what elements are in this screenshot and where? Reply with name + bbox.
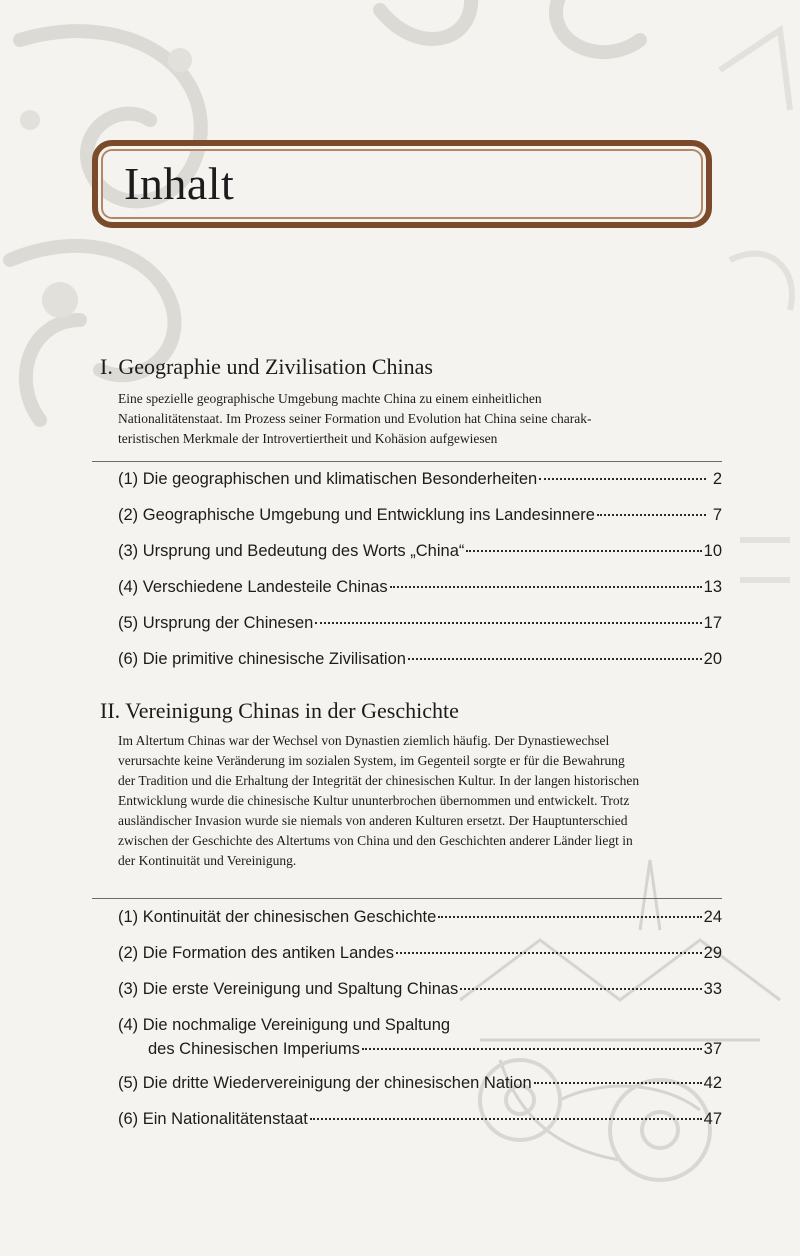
toc-entry[interactable] (118, 980, 722, 1010)
toc-page-number: 37 (703, 1040, 722, 1058)
section-description (118, 731, 718, 871)
toc-entry[interactable] (118, 944, 722, 974)
leader-dots (396, 951, 702, 954)
section-heading: I. Geographie und Zivilisation Chinas (100, 354, 433, 379)
section-description (118, 389, 718, 449)
leader-dots (408, 657, 702, 660)
description-line: Nationalitätenstaat. Im Prozess seiner Formation und Evolution hat China seine charak- (118, 411, 592, 426)
toc-entry[interactable] (118, 470, 722, 500)
toc-entry-label: (5) Die dritte Wiedervereinigung der chinesischen Nation (118, 1074, 532, 1092)
toc-entry[interactable] (118, 578, 722, 608)
description-line: verursachte keine Veränderung im sozialen System, im Gegenteil sorgte er für die Bewahrung (118, 753, 625, 768)
leader-dots (534, 1081, 702, 1084)
toc-page-number: 42 (703, 1074, 722, 1092)
toc-entry-label-line2: des Chinesischen Imperiums (148, 1040, 360, 1058)
leader-dots (438, 915, 701, 918)
section-divider (92, 461, 722, 462)
toc-entry-label: (2) Die Formation des antiken Landes (118, 944, 395, 962)
leader-dots (390, 585, 702, 588)
description-line: teristischen Merkmale der Introvertiertheit und Kohäsion aufgewiesen (118, 431, 498, 446)
toc-entry[interactable] (118, 650, 722, 680)
toc-page-number: 33 (703, 980, 722, 998)
toc-entry[interactable] (118, 1074, 722, 1104)
toc-entry-label: (3) Die erste Vereinigung und Spaltung Chinas (118, 980, 459, 998)
leader-dots (362, 1047, 702, 1050)
description-line: zwischen der Geschichte des Altertums von China und den Geschichten anderer Länder liegt in (118, 833, 633, 848)
toc-entry-label: (6) Die primitive chinesische Zivilisation (118, 650, 406, 668)
leader-dots (539, 477, 706, 480)
leader-dots (466, 549, 701, 552)
toc-page-number: 7 (712, 506, 722, 524)
toc-page-number: 29 (703, 944, 722, 962)
section-divider (92, 898, 722, 899)
toc-entry-label: (6) Ein Nationalitätenstaat (118, 1110, 308, 1128)
description-line: der Kontinuität und Vereinigung. (118, 853, 297, 868)
toc-entry-label: (2) Geographische Umgebung und Entwicklung ins Landesinnere (118, 506, 595, 524)
toc-page-number: 47 (703, 1110, 722, 1128)
description-line: Im Altertum Chinas war der Wechsel von Dynastien ziemlich häufig. Der Dynastiewechsel (118, 733, 610, 748)
toc-page-number: 10 (703, 542, 722, 560)
toc-entry-label: (4) Verschiedene Landesteile Chinas (118, 578, 388, 596)
description-line: Entwicklung wurde die chinesische Kultur ununterbrochen übernommen und entwickelt. Trotz (118, 793, 630, 808)
leader-dots (597, 513, 706, 516)
toc-entry[interactable] (118, 542, 722, 572)
description-line: ausländischer Invasion wurde sie niemals von anderen Kulturen ersetzt. Der Hauptunterschied (118, 813, 628, 828)
description-line: der Tradition und die Erhaltung der Integrität der chinesischen Kultur. In der langen historischen (118, 773, 640, 788)
toc-entry-label: (1) Die geographischen und klimatischen Besonderheiten (118, 470, 538, 488)
toc-entry-label: (1) Kontinuität der chinesischen Geschichte (118, 908, 437, 926)
toc-entry[interactable] (118, 614, 722, 644)
leader-dots (460, 987, 701, 990)
toc-entry-label: (4) Die nochmalige Vereinigung und Spaltung (118, 1016, 451, 1034)
toc-entry[interactable] (118, 506, 722, 536)
toc-entry[interactable] (118, 908, 722, 938)
title-frame (92, 140, 712, 228)
toc-entry-continuation (118, 1040, 722, 1059)
toc-page-number: 20 (703, 650, 722, 668)
leader-dots (310, 1117, 702, 1120)
toc-entry-label: (3) Ursprung und Bedeutung des Worts „China“ (118, 542, 465, 560)
toc-page-number: 13 (703, 578, 722, 596)
toc-page-number: 17 (703, 614, 722, 632)
section-heading: II. Vereinigung Chinas in der Geschichte (100, 698, 459, 723)
description-line: Eine spezielle geographische Umgebung machte China zu einem einheitlichen (118, 391, 542, 406)
leader-dots (315, 621, 701, 624)
toc-page-number: 24 (703, 908, 722, 926)
toc-entry-label: (5) Ursprung der Chinesen (118, 614, 314, 632)
toc-entry[interactable] (118, 1016, 722, 1066)
page-title: Inhalt (124, 158, 235, 209)
toc-entry[interactable] (118, 1110, 722, 1140)
toc-page-number: 2 (712, 470, 722, 488)
